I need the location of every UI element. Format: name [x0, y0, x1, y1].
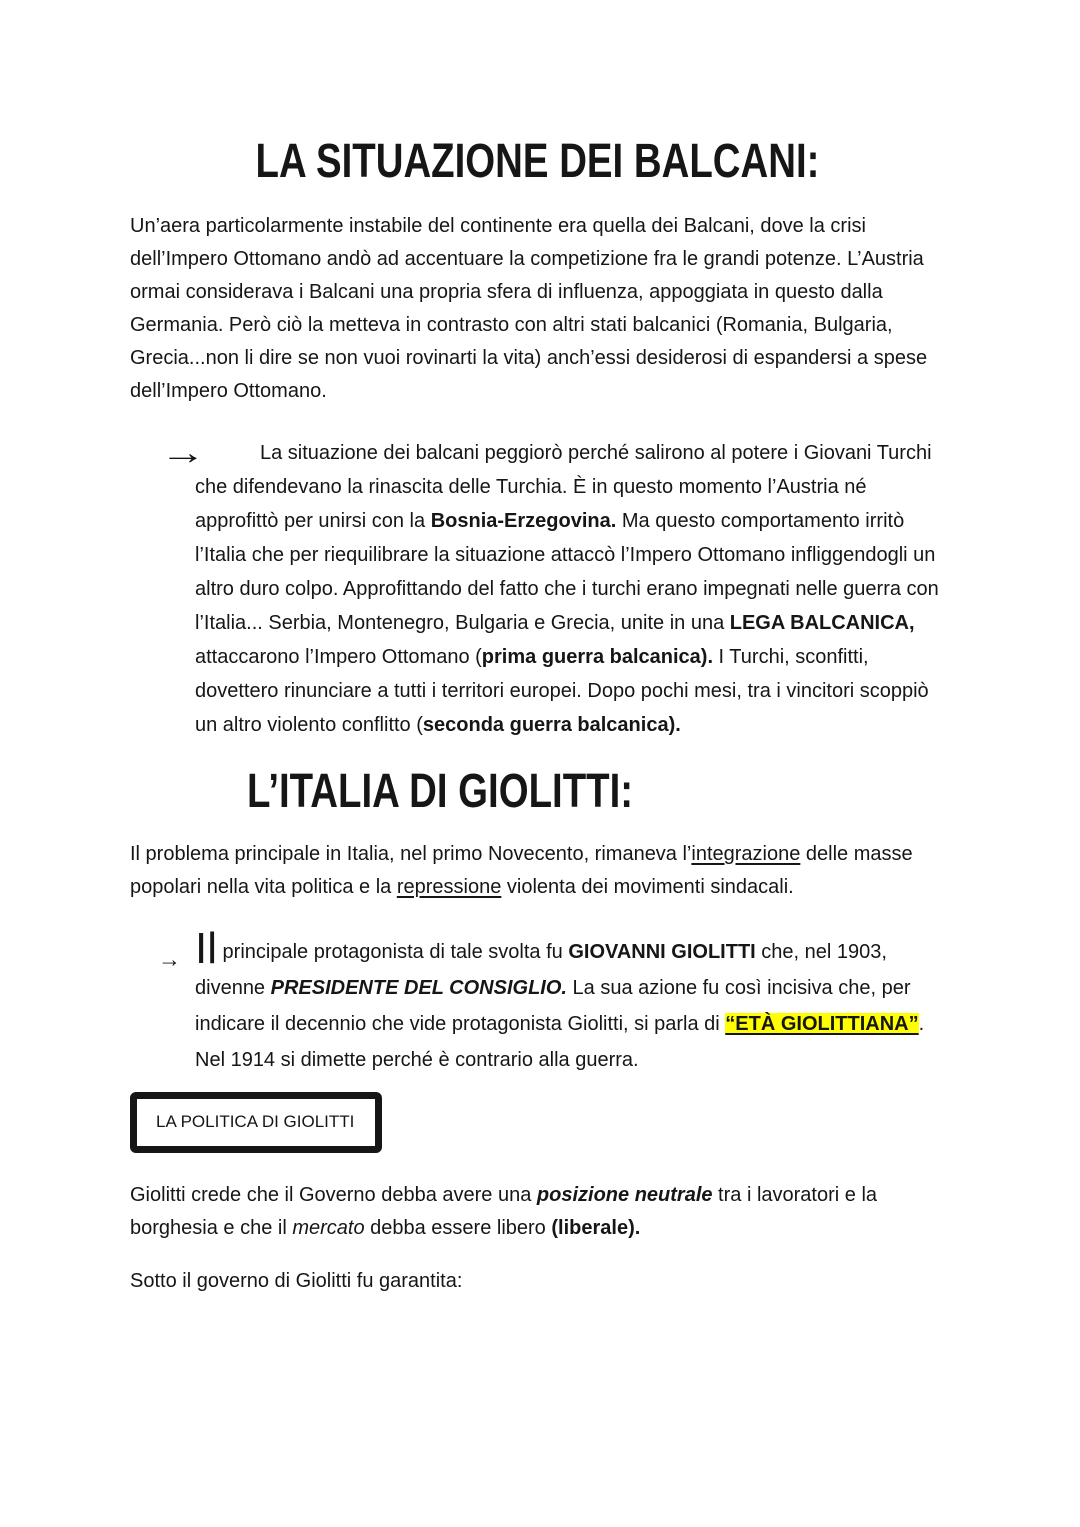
politica-box-label: LA POLITICA DI GIOLITTI — [156, 1112, 355, 1131]
text-segment: violenta dei movimenti sindacali. — [501, 876, 794, 898]
text-segment: prima guerra balcanica). — [481, 646, 713, 668]
arrow-right-icon: → — [158, 946, 181, 972]
balcani-section-title: LA SITUAZIONE DEI BALCANI: — [255, 135, 820, 188]
balcani-list-item — [130, 436, 945, 742]
balcani-intro-paragraph — [130, 210, 945, 408]
arrow-right-icon: → — [160, 434, 206, 472]
text-segment: La situazione dei balcani peggiorò perché salirono al potere i Giovani Turchi che difendevano la rinascita delle Turchia. È in questo momento l’Austria né approfittò per unirsi con la — [195, 442, 932, 532]
text-segment: mercato — [292, 1217, 365, 1240]
sotto-governo-paragraph — [130, 1265, 945, 1298]
balcani-item-text — [195, 442, 939, 736]
text-segment: La sua azione fu così incisiva che, per indicare il decennio che vide protagonista Giolitti, si parla di — [195, 977, 911, 1035]
text-segment: Ma questo comportamento irritò l’Italia che per riequilibrare la situazione attaccò l’Impero Ottomano infliggendogli un altro duro colpo. Approfittando del fatto che i turchi erano impegnati nelle guerra con l’Italia... Serbia, Montenegro, Bulgaria e Grecia, unite in una — [195, 510, 939, 634]
text-segment: “ETÀ GIOLITTIANA” — [725, 1013, 919, 1035]
text-segment: GIOVANNI GIOLITTI — [568, 941, 756, 963]
text-segment: tra i lavoratori e la borghesia e che il — [130, 1184, 878, 1240]
text-segment: posizione neutrale — [536, 1184, 713, 1207]
text-segment: integrazione — [691, 843, 801, 865]
text-segment: LEGA BALCANICA, — [729, 612, 915, 634]
text-segment: che, nel 1903, divenne — [195, 941, 887, 999]
text-segment: Sotto il governo di Giolitti fu garantita: — [130, 1270, 463, 1293]
text-segment: Bosnia-Erzegovina. — [430, 510, 617, 532]
text-segment: repressione — [396, 876, 502, 898]
text-segment: seconda guerra balcanica). — [422, 714, 681, 736]
text-segment: delle masse popolari nella vita politica e la — [130, 843, 913, 898]
giolitti-section-title: L’ITALIA DI GIOLITTI: — [247, 765, 634, 818]
text-segment: PRESIDENTE DEL CONSIGLIO. — [270, 977, 567, 999]
text-segment: Un’aera particolarmente instabile del continente era quella dei Balcani, dove la crisi dell’Impero Ottomano andò ad accentuare la competizione fra le grandi potenze. L’Austria ormai considerava i Balcani una propria sfera di influenza, appoggiata in questo dalla Germania. Però ciò la metteva in contrasto con altri stati balcanici (Romania, Bulgaria, Grecia...non li dire se non vuoi rovinarti la vita) anch’essi desiderosi di espandersi a spese dell’Impero Ottomano. — [130, 215, 928, 402]
text-segment: (liberale). — [551, 1217, 641, 1240]
giolitti-intro-paragraph — [130, 838, 945, 904]
text-segment: principale protagonista di tale svolta fu — [217, 941, 569, 963]
politica-di-giolitti-box — [130, 1092, 382, 1153]
text-segment: attaccarono l’Impero Ottomano ( — [195, 646, 482, 668]
text-segment: I Turchi, sconfitti, dovettero rinunciare a tutti i territori europei. Dopo pochi mesi, tra i vincitori scoppiò un altro violento conflitto ( — [195, 646, 929, 736]
text-segment: Giolitti crede che il Governo debba avere una — [130, 1184, 537, 1207]
text-segment: debba essere libero — [364, 1217, 552, 1240]
text-segment: . Nel 1914 si dimette perché è contrario alla guerra. — [195, 1013, 925, 1071]
posizione-neutrale-paragraph — [130, 1179, 945, 1245]
giolitti-item-text — [195, 924, 925, 1071]
text-segment: Il — [195, 924, 217, 973]
text-segment: Il problema principale in Italia, nel primo Novecento, rimaneva l’ — [130, 843, 692, 865]
giolitti-list-item — [130, 924, 945, 1078]
